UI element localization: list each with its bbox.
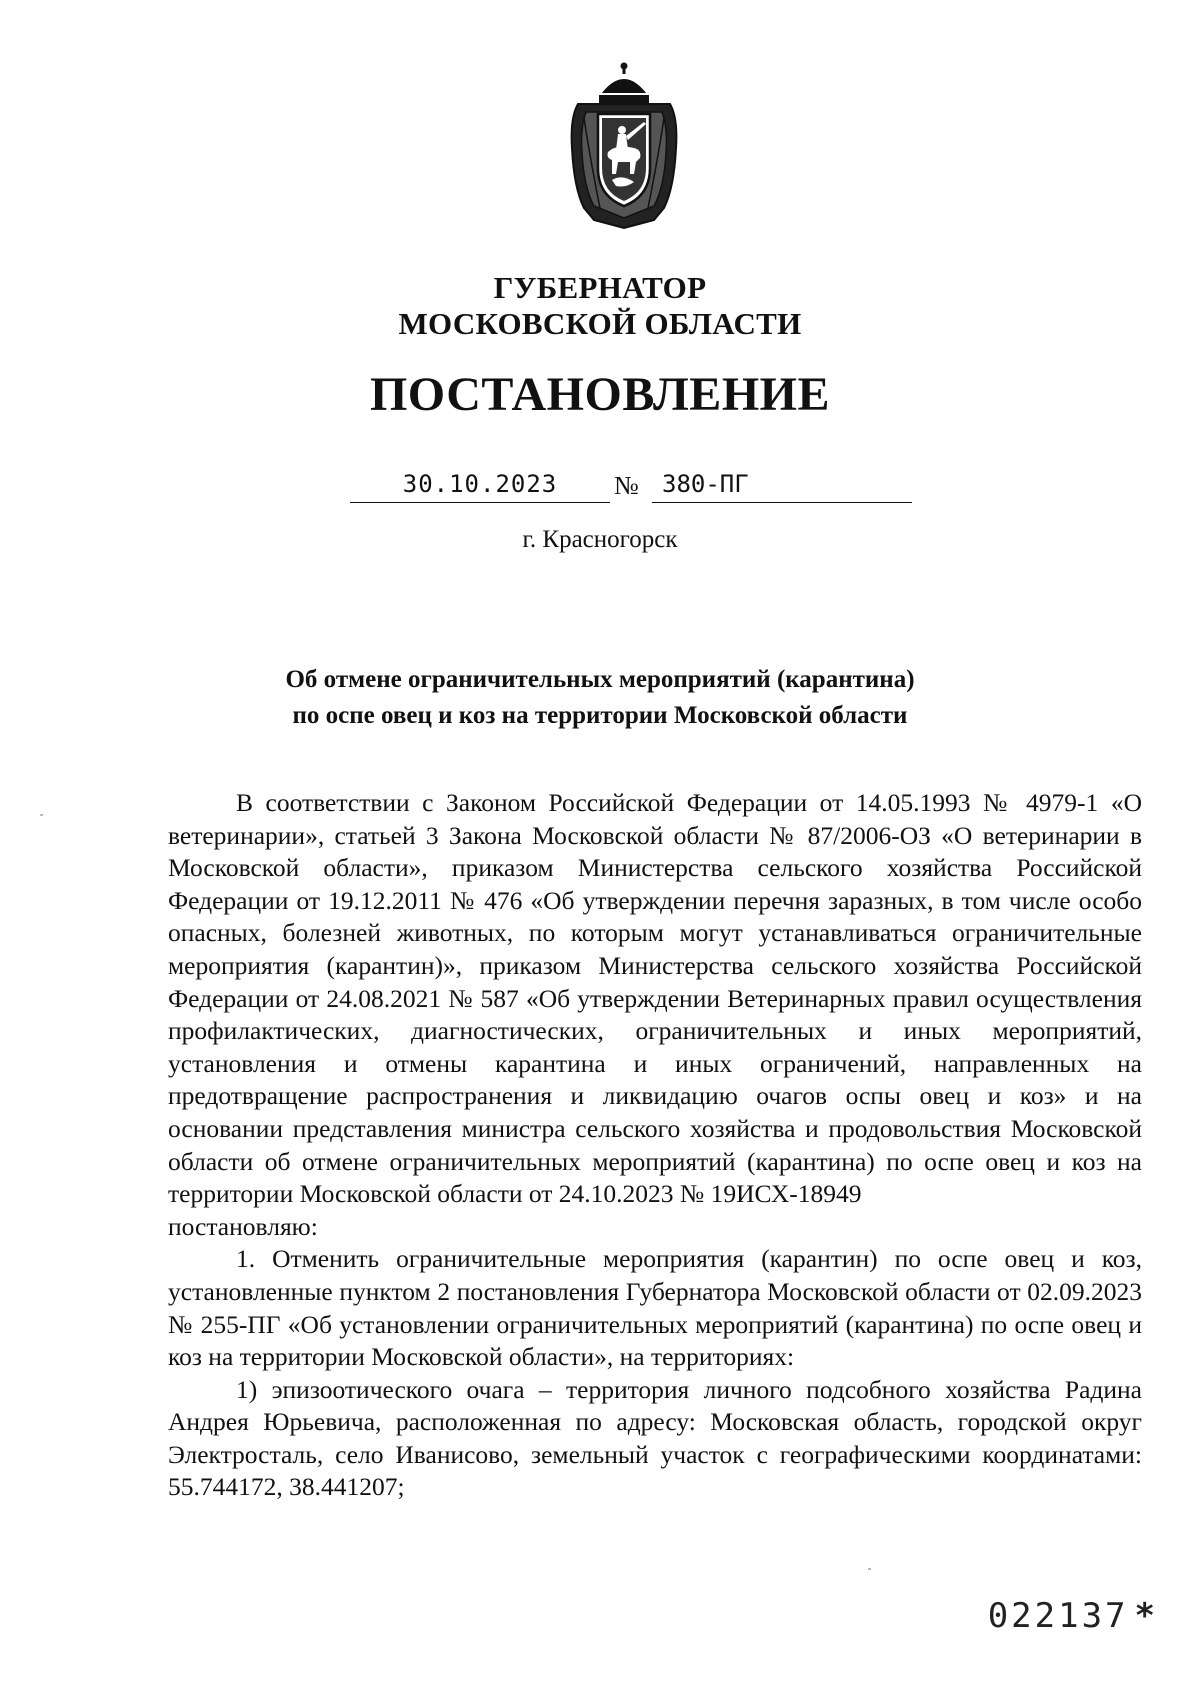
item-1-paragraph: 1. Отменить ограничительные мероприятия (карантин) по оспе овец и коз, установленные пунктом 2 постановления Губернатора Московской области от 02.09.2023 № 255-ПГ «Об установлении ограничительных мероприятий (карантина) по оспе овец и коз на территории Московской области», на территориях: [168,1244,1142,1372]
decree-word: постановляю: [168,1211,318,1241]
preamble-paragraph: В соответствии с Законом Российской Федерации от 14.05.1993 № 4979-1 «О ветеринарии», статьей 3 Закона Московской области № 87/2006-ОЗ «О ветеринарии в Московской области», приказом Министерства сельского хозяйства Российской Федерации от 19.12.2011 № 476 «Об утверждении перечня заразных, в том числе особо опасных, болезней животных, по которым могут устанавливаться ограничительные мероприятия (карантин)», приказом Министерства сельского хозяйства Российской Федерации от 24.08.2021 № 587 «Об утверждении Ветеринарных правил осуществления профилактических, диагностических, ограничительных и иных мероприятий, установления и отмены карантина и иных ограничений, направленных на предотвращение распространения и ликвидацию очагов оспы овец и коз» и на основании представления министра сельского хозяйства и продовольствия Московской области об отмене ограничительных мероприятий (карантина) по оспе овец и коз на территории Московской области от 24.10.2023 № 19ИСХ-18949 [168,788,1142,1209]
document-type: ПОСТАНОВЛЕНИЕ [369,368,831,421]
scan-speck [40,814,43,816]
subject-line-2: по оспе овец и коз на территории Московской области [292,702,908,729]
issue-city: г. Красногорск [522,526,678,553]
subject-line-1: Об отмене ограничительных мероприятий (карантина) [285,666,915,693]
issuer-line-2: МОСКОВСКОЙ ОБЛАСТИ [398,306,802,341]
document-date: 30.10.2023 [350,466,610,503]
document-body [168,787,1142,1504]
asterisk-mark: * [1134,1596,1158,1636]
serial-stamp [988,1596,1158,1636]
scan-speck [868,1568,871,1570]
document-number: 380-ПГ [652,466,912,503]
document-subject [0,662,1200,734]
serial-number: 022137 [987,1596,1129,1636]
number-sign: № [614,471,639,500]
item-1-1-paragraph: 1) эпизоотического очага – территория личного подсобного хозяйства Радина Андрея Юрьевича, расположенная по адресу: Московская область, городской округ Электросталь, село Иванисово, земельный участок с географическими координатами: 55.744172, 38.441207; [168,1374,1142,1502]
moscow-oblast-coat-of-arms-icon [560,58,688,230]
issuer-title [0,270,1200,342]
issuer-line-1: ГУБЕРНАТОР [493,270,707,305]
date-number-line [350,466,912,506]
